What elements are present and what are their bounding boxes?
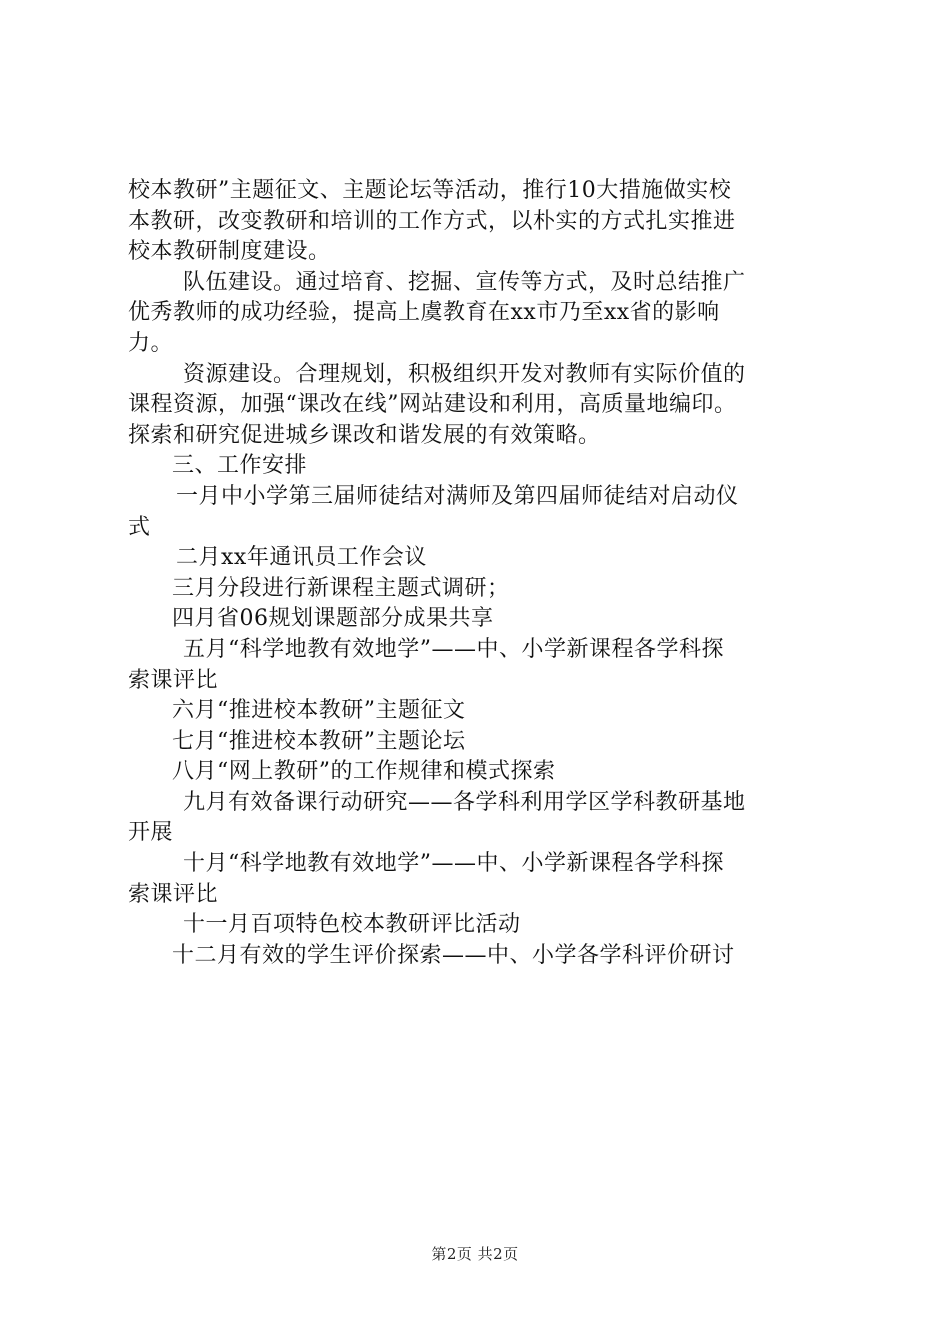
text-line: 十月“科学地教有效地学”——中、小学新课程各学科探 — [183, 851, 724, 877]
text-line: 索课评比 — [128, 667, 219, 693]
text-line: 八月“网上教研”的工作规律和模式探索 — [172, 759, 556, 785]
text-line: 二月xx年通讯员工作会议 — [176, 545, 427, 571]
text-line: 校本教研制度建设。 — [128, 239, 331, 265]
text-line: 七月“推进校本教研”主题论坛 — [172, 728, 466, 754]
text-line: 探索和研究促进城乡课改和谐发展的有效策略。 — [128, 422, 601, 448]
text-line: 十二月有效的学生评价探索——中、小学各学科评价研讨 — [172, 942, 735, 968]
section-heading: 三、工作安排 — [172, 453, 308, 479]
text-line: 队伍建设。通过培育、挖掘、宣传等方式，及时总结推广 — [183, 269, 746, 295]
text-line: 四月省06规划课题部分成果共享 — [172, 606, 494, 632]
text-line: 本教研，改变教研和培训的工作方式，以朴实的方式扎实推进 — [128, 208, 736, 234]
text-line: 九月有效备课行动研究——各学科利用学区学科教研基地 — [183, 789, 746, 815]
text-line: 开展 — [128, 820, 174, 846]
text-line: 课程资源，加强“课改在线”网站建设和利用，高质量地编印。 — [128, 392, 737, 418]
text-line: 一月中小学第三届师徒结对满师及第四届师徒结对启动仪 — [176, 483, 739, 509]
text-line: 校本教研”主题征文、主题论坛等活动，推行10大措施做实校 — [128, 178, 732, 203]
text-line: 五月“科学地教有效地学”——中、小学新课程各学科探 — [183, 636, 724, 662]
text-line: 力。 — [128, 330, 174, 356]
text-line: 十一月百项特色校本教研评比活动 — [183, 912, 521, 938]
text-line: 资源建设。合理规划，积极组织开发对教师有实际价值的 — [183, 361, 746, 387]
page-number-footer: 第2页 共2页 — [431, 1245, 519, 1263]
document-body — [128, 176, 828, 971]
text-line: 索课评比 — [128, 881, 219, 907]
text-line: 优秀教师的成功经验，提高上虞教育在xx市乃至xx省的影响 — [128, 300, 720, 326]
text-line: 式 — [128, 514, 151, 540]
text-line: 六月“推进校本教研”主题征文 — [172, 698, 466, 724]
text-line: 三月分段进行新课程主题式调研； — [172, 575, 510, 601]
